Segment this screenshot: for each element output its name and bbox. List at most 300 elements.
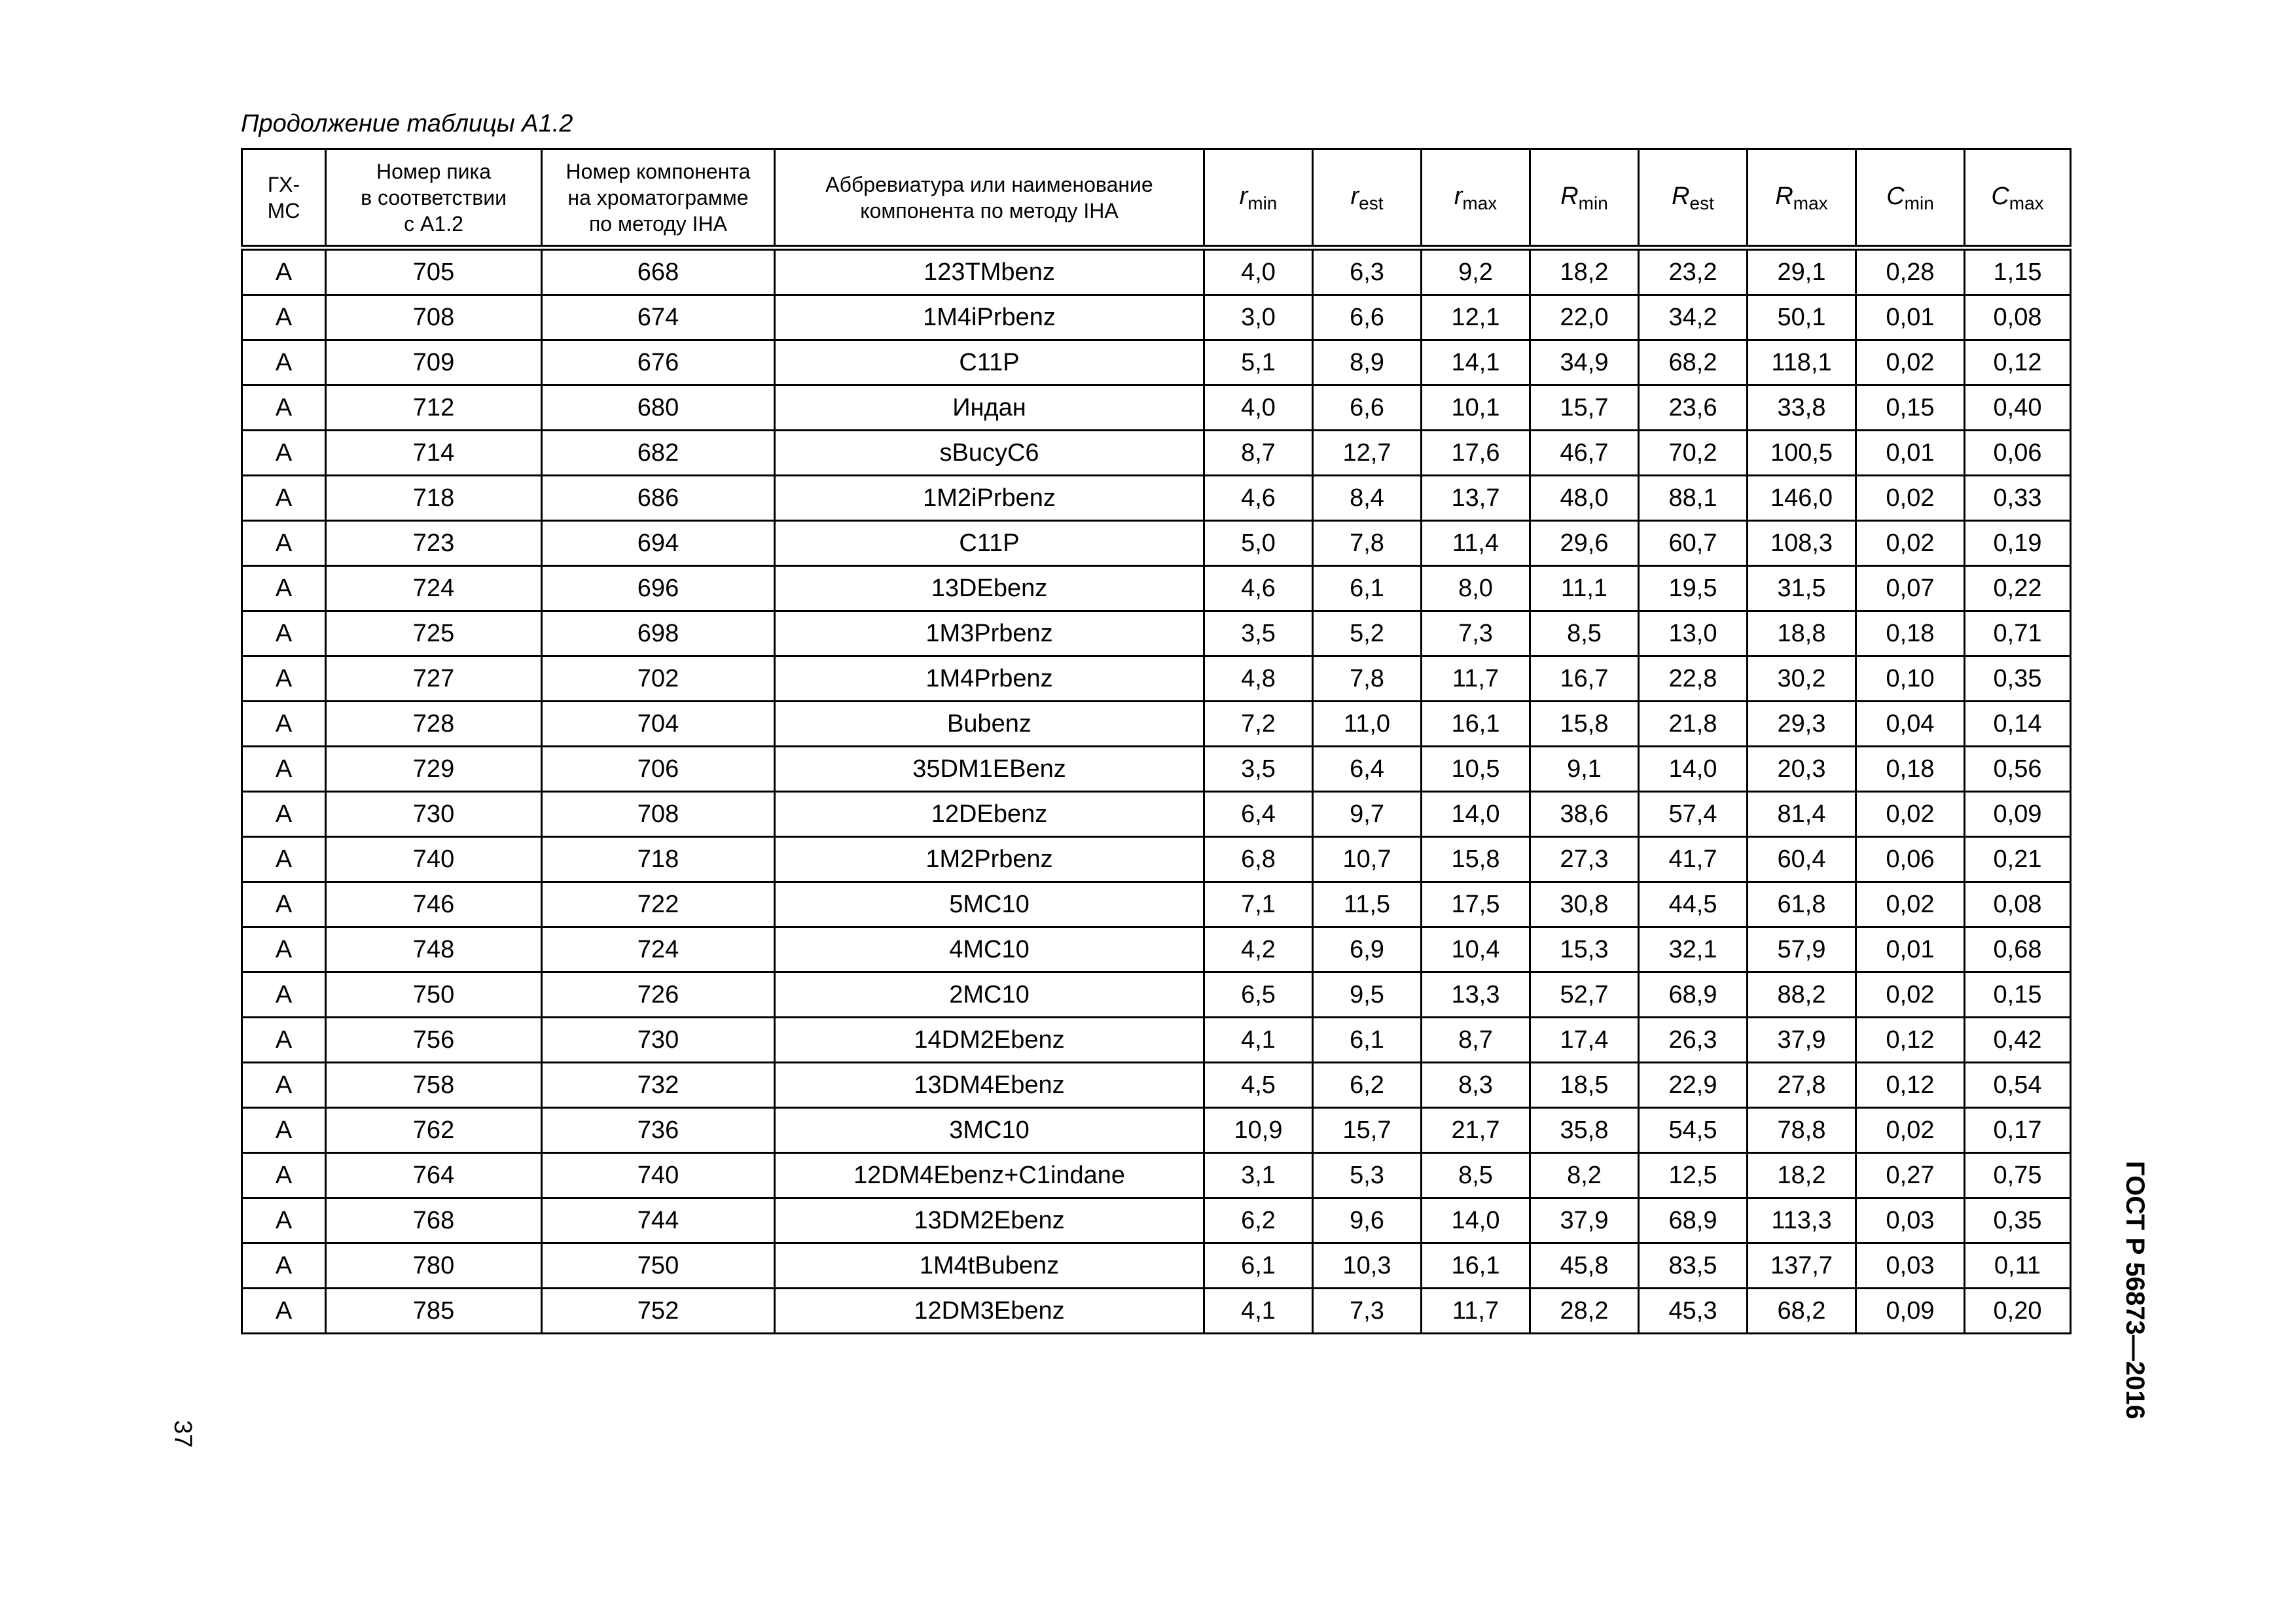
cell-r-est: 12,7	[1313, 431, 1422, 476]
cell-C-min: 0,02	[1856, 792, 1965, 837]
table-row	[242, 1153, 2071, 1198]
cell-component-name: 13DM4Ebenz	[775, 1063, 1204, 1108]
cell-C-min: 0,02	[1856, 476, 1965, 521]
cell-C-min: 0,01	[1856, 927, 1965, 972]
header-symbol: r	[1454, 183, 1463, 210]
header-peak-line: в соответствии	[361, 185, 507, 209]
cell-r-max: 9,2	[1422, 248, 1530, 295]
header-gxms-line: ГХ-	[267, 172, 300, 196]
cell-r-min: 4,1	[1204, 1289, 1313, 1334]
cell-gxms: А	[242, 1243, 326, 1289]
cell-R-est: 21,8	[1639, 702, 1748, 747]
cell-component-name: Индан	[775, 385, 1204, 431]
cell-peak-number: 712	[326, 385, 542, 431]
cell-r-min: 6,8	[1204, 837, 1313, 882]
cell-C-max: 0,42	[1965, 1018, 2071, 1063]
cell-gxms: А	[242, 521, 326, 566]
cell-gxms: А	[242, 1063, 326, 1108]
cell-C-max: 0,19	[1965, 521, 2071, 566]
cell-C-min: 0,12	[1856, 1063, 1965, 1108]
header-subscript: est	[1689, 193, 1714, 213]
cell-C-max: 0,33	[1965, 476, 2071, 521]
header-subscript: max	[2009, 193, 2044, 213]
cell-r-min: 4,6	[1204, 566, 1313, 611]
cell-R-est: 68,9	[1639, 1198, 1748, 1243]
cell-r-est: 5,3	[1313, 1153, 1422, 1198]
cell-C-min: 0,10	[1856, 656, 1965, 702]
cell-R-min: 38,6	[1530, 792, 1639, 837]
header-subscript: est	[1359, 193, 1384, 213]
table-row	[242, 656, 2071, 702]
cell-r-est: 7,8	[1313, 521, 1422, 566]
cell-C-max: 0,56	[1965, 747, 2071, 792]
header-symbol: R	[1560, 183, 1579, 210]
cell-R-max: 108,3	[1748, 521, 1856, 566]
cell-r-min: 5,1	[1204, 340, 1313, 385]
cell-peak-number: 705	[326, 248, 542, 295]
cell-C-min: 0,07	[1856, 566, 1965, 611]
cell-R-min: 48,0	[1530, 476, 1639, 521]
cell-component-number: 740	[542, 1153, 775, 1198]
cell-r-est: 11,0	[1313, 702, 1422, 747]
cell-R-max: 18,2	[1748, 1153, 1856, 1198]
cell-C-max: 0,15	[1965, 972, 2071, 1018]
cell-R-min: 15,7	[1530, 385, 1639, 431]
cell-r-est: 6,9	[1313, 927, 1422, 972]
cell-r-max: 17,5	[1422, 882, 1530, 927]
cell-r-est: 10,3	[1313, 1243, 1422, 1289]
cell-R-min: 15,3	[1530, 927, 1639, 972]
cell-C-min: 0,01	[1856, 295, 1965, 340]
cell-R-est: 57,4	[1639, 792, 1748, 837]
cell-component-name: 1M4iPrbenz	[775, 295, 1204, 340]
cell-R-est: 68,9	[1639, 972, 1748, 1018]
header-peak-number	[326, 149, 542, 248]
cell-R-min: 35,8	[1530, 1108, 1639, 1153]
data-table	[241, 148, 2072, 1334]
table-row	[242, 1243, 2071, 1289]
cell-r-max: 16,1	[1422, 1243, 1530, 1289]
cell-C-max: 0,35	[1965, 656, 2071, 702]
cell-component-number: 732	[542, 1063, 775, 1108]
table-row	[242, 1289, 2071, 1334]
cell-gxms: А	[242, 611, 326, 656]
cell-peak-number: 718	[326, 476, 542, 521]
cell-peak-number: 728	[326, 702, 542, 747]
cell-r-est: 8,4	[1313, 476, 1422, 521]
cell-component-name: 13DM2Ebenz	[775, 1198, 1204, 1243]
header-component-line: Номер компонента	[565, 159, 751, 183]
cell-R-max: 57,9	[1748, 927, 1856, 972]
cell-component-number: 736	[542, 1108, 775, 1153]
cell-r-est: 9,7	[1313, 792, 1422, 837]
cell-r-min: 3,5	[1204, 747, 1313, 792]
cell-R-max: 31,5	[1748, 566, 1856, 611]
header-subscript: min	[1578, 193, 1608, 213]
cell-C-min: 0,15	[1856, 385, 1965, 431]
cell-r-min: 3,1	[1204, 1153, 1313, 1198]
cell-C-min: 0,02	[1856, 1108, 1965, 1153]
cell-component-number: 730	[542, 1018, 775, 1063]
cell-gxms: А	[242, 431, 326, 476]
cell-peak-number: 748	[326, 927, 542, 972]
cell-r-est: 6,6	[1313, 295, 1422, 340]
cell-R-est: 23,2	[1639, 248, 1748, 295]
cell-C-min: 0,03	[1856, 1243, 1965, 1289]
cell-r-max: 11,4	[1422, 521, 1530, 566]
table-row	[242, 1018, 2071, 1063]
cell-R-est: 23,6	[1639, 385, 1748, 431]
cell-r-max: 10,1	[1422, 385, 1530, 431]
cell-r-est: 6,6	[1313, 385, 1422, 431]
cell-peak-number: 762	[326, 1108, 542, 1153]
cell-component-number: 752	[542, 1289, 775, 1334]
cell-R-min: 52,7	[1530, 972, 1639, 1018]
cell-r-est: 11,5	[1313, 882, 1422, 927]
cell-R-min: 9,1	[1530, 747, 1639, 792]
cell-R-min: 15,8	[1530, 702, 1639, 747]
cell-C-min: 0,04	[1856, 702, 1965, 747]
header-component-name	[775, 149, 1204, 248]
cell-peak-number: 724	[326, 566, 542, 611]
cell-component-name: 13DEbenz	[775, 566, 1204, 611]
header-symbol: r	[1350, 183, 1359, 210]
cell-R-min: 28,2	[1530, 1289, 1639, 1334]
cell-R-min: 8,5	[1530, 611, 1639, 656]
header-C-max	[1965, 149, 2071, 248]
cell-R-min: 37,9	[1530, 1198, 1639, 1243]
cell-R-est: 14,0	[1639, 747, 1748, 792]
cell-r-est: 6,3	[1313, 248, 1422, 295]
cell-gxms: А	[242, 295, 326, 340]
cell-component-number: 726	[542, 972, 775, 1018]
cell-r-min: 4,0	[1204, 248, 1313, 295]
cell-component-name: sBucyC6	[775, 431, 1204, 476]
cell-C-min: 0,02	[1856, 340, 1965, 385]
cell-component-name: 5MC10	[775, 882, 1204, 927]
cell-C-max: 0,09	[1965, 792, 2071, 837]
cell-R-min: 45,8	[1530, 1243, 1639, 1289]
table-row	[242, 792, 2071, 837]
header-symbol: C	[1886, 183, 1905, 210]
cell-r-min: 4,1	[1204, 1018, 1313, 1063]
table-row	[242, 1198, 2071, 1243]
cell-r-max: 11,7	[1422, 1289, 1530, 1334]
table-row	[242, 747, 2071, 792]
cell-R-est: 19,5	[1639, 566, 1748, 611]
cell-R-est: 34,2	[1639, 295, 1748, 340]
cell-component-number: 708	[542, 792, 775, 837]
cell-C-min: 0,01	[1856, 431, 1965, 476]
cell-r-max: 10,4	[1422, 927, 1530, 972]
cell-peak-number: 758	[326, 1063, 542, 1108]
cell-peak-number: 780	[326, 1243, 542, 1289]
header-name-line: компонента по методу IHA	[860, 198, 1119, 223]
header-r-max	[1422, 149, 1530, 248]
cell-R-min: 11,1	[1530, 566, 1639, 611]
cell-peak-number: 785	[326, 1289, 542, 1334]
header-subscript: min	[1904, 193, 1934, 213]
header-r-min	[1204, 149, 1313, 248]
cell-r-max: 15,8	[1422, 837, 1530, 882]
cell-C-min: 0,18	[1856, 747, 1965, 792]
header-symbol: r	[1239, 183, 1248, 210]
header-component-number	[542, 149, 775, 248]
cell-C-min: 0,02	[1856, 521, 1965, 566]
cell-gxms: А	[242, 248, 326, 295]
cell-component-name: 1M4tBubenz	[775, 1243, 1204, 1289]
cell-gxms: А	[242, 792, 326, 837]
cell-R-est: 32,1	[1639, 927, 1748, 972]
cell-R-min: 17,4	[1530, 1018, 1639, 1063]
cell-C-min: 0,09	[1856, 1289, 1965, 1334]
cell-component-name: 12DEbenz	[775, 792, 1204, 837]
cell-component-number: 696	[542, 566, 775, 611]
header-peak-line: Номер пика	[376, 159, 492, 183]
cell-r-max: 8,0	[1422, 566, 1530, 611]
cell-r-max: 12,1	[1422, 295, 1530, 340]
cell-C-max: 0,75	[1965, 1153, 2071, 1198]
cell-peak-number: 756	[326, 1018, 542, 1063]
cell-gxms: А	[242, 882, 326, 927]
cell-component-number: 702	[542, 656, 775, 702]
document-code: ГОСТ Р 56873—2016	[2121, 1161, 2149, 1419]
cell-component-number: 722	[542, 882, 775, 927]
cell-C-max: 0,08	[1965, 295, 2071, 340]
cell-R-max: 37,9	[1748, 1018, 1856, 1063]
table-row	[242, 566, 2071, 611]
cell-R-min: 34,9	[1530, 340, 1639, 385]
cell-r-min: 4,5	[1204, 1063, 1313, 1108]
cell-gxms: А	[242, 927, 326, 972]
cell-C-max: 0,20	[1965, 1289, 2071, 1334]
table-row	[242, 1108, 2071, 1153]
table-row	[242, 521, 2071, 566]
cell-component-number: 680	[542, 385, 775, 431]
cell-R-est: 26,3	[1639, 1018, 1748, 1063]
table-row	[242, 882, 2071, 927]
cell-peak-number: 740	[326, 837, 542, 882]
table-row	[242, 340, 2071, 385]
table-row	[242, 927, 2071, 972]
cell-R-est: 60,7	[1639, 521, 1748, 566]
header-R-min	[1530, 149, 1639, 248]
cell-C-max: 0,21	[1965, 837, 2071, 882]
cell-r-max: 8,5	[1422, 1153, 1530, 1198]
cell-r-min: 6,4	[1204, 792, 1313, 837]
table-row	[242, 385, 2071, 431]
cell-component-number: 676	[542, 340, 775, 385]
cell-gxms: А	[242, 702, 326, 747]
cell-r-max: 13,7	[1422, 476, 1530, 521]
cell-R-min: 16,7	[1530, 656, 1639, 702]
header-gxms	[242, 149, 326, 248]
cell-r-max: 11,7	[1422, 656, 1530, 702]
cell-r-est: 6,1	[1313, 1018, 1422, 1063]
cell-component-name: 3MC10	[775, 1108, 1204, 1153]
cell-peak-number: 727	[326, 656, 542, 702]
header-name-line: Аббревиатура или наименование	[825, 172, 1153, 196]
cell-C-max: 0,68	[1965, 927, 2071, 972]
table-row	[242, 702, 2071, 747]
header-C-min	[1856, 149, 1965, 248]
cell-peak-number: 708	[326, 295, 542, 340]
header-symbol: R	[1775, 183, 1793, 210]
cell-r-max: 16,1	[1422, 702, 1530, 747]
header-r-est	[1313, 149, 1422, 248]
cell-r-est: 8,9	[1313, 340, 1422, 385]
page-number: 37	[169, 1420, 196, 1448]
cell-R-est: 22,8	[1639, 656, 1748, 702]
cell-gxms: А	[242, 972, 326, 1018]
cell-R-max: 78,8	[1748, 1108, 1856, 1153]
cell-r-max: 17,6	[1422, 431, 1530, 476]
cell-component-name: 1M4Prbenz	[775, 656, 1204, 702]
cell-component-name: C11P	[775, 340, 1204, 385]
cell-r-min: 10,9	[1204, 1108, 1313, 1153]
cell-r-est: 6,1	[1313, 566, 1422, 611]
cell-gxms: А	[242, 476, 326, 521]
cell-gxms: А	[242, 656, 326, 702]
cell-R-max: 27,8	[1748, 1063, 1856, 1108]
header-symbol: R	[1672, 183, 1690, 210]
cell-r-est: 7,8	[1313, 656, 1422, 702]
cell-r-min: 4,0	[1204, 385, 1313, 431]
cell-r-min: 4,2	[1204, 927, 1313, 972]
cell-component-name: 1M2iPrbenz	[775, 476, 1204, 521]
cell-R-min: 18,2	[1530, 248, 1639, 295]
cell-R-max: 146,0	[1748, 476, 1856, 521]
cell-C-min: 0,12	[1856, 1018, 1965, 1063]
header-subscript: max	[1793, 193, 1828, 213]
cell-R-min: 29,6	[1530, 521, 1639, 566]
cell-gxms: А	[242, 340, 326, 385]
header-symbol: C	[1991, 183, 2009, 210]
cell-C-min: 0,27	[1856, 1153, 1965, 1198]
cell-peak-number: 768	[326, 1198, 542, 1243]
cell-C-max: 0,22	[1965, 566, 2071, 611]
cell-r-est: 15,7	[1313, 1108, 1422, 1153]
cell-gxms: А	[242, 1153, 326, 1198]
cell-r-max: 14,1	[1422, 340, 1530, 385]
cell-r-max: 8,3	[1422, 1063, 1530, 1108]
cell-R-max: 61,8	[1748, 882, 1856, 927]
table-row	[242, 248, 2071, 295]
cell-component-name: C11P	[775, 521, 1204, 566]
cell-R-min: 22,0	[1530, 295, 1639, 340]
cell-C-max: 0,54	[1965, 1063, 2071, 1108]
cell-R-min: 30,8	[1530, 882, 1639, 927]
cell-R-est: 44,5	[1639, 882, 1748, 927]
cell-C-min: 0,02	[1856, 972, 1965, 1018]
cell-C-max: 0,08	[1965, 882, 2071, 927]
cell-R-max: 60,4	[1748, 837, 1856, 882]
cell-r-est: 9,6	[1313, 1198, 1422, 1243]
cell-component-name: 35DM1EBenz	[775, 747, 1204, 792]
header-component-line: на хроматограмме	[567, 185, 749, 209]
cell-r-min: 7,1	[1204, 882, 1313, 927]
cell-R-max: 118,1	[1748, 340, 1856, 385]
cell-R-max: 88,2	[1748, 972, 1856, 1018]
cell-C-min: 0,02	[1856, 882, 1965, 927]
cell-r-est: 6,4	[1313, 747, 1422, 792]
cell-gxms: А	[242, 1289, 326, 1334]
cell-R-max: 20,3	[1748, 747, 1856, 792]
cell-R-est: 70,2	[1639, 431, 1748, 476]
cell-C-max: 0,06	[1965, 431, 2071, 476]
cell-R-est: 13,0	[1639, 611, 1748, 656]
table-caption: Продолжение таблицы А1.2	[241, 110, 573, 137]
cell-component-number: 704	[542, 702, 775, 747]
cell-R-min: 8,2	[1530, 1153, 1639, 1198]
cell-r-max: 8,7	[1422, 1018, 1530, 1063]
cell-R-est: 12,5	[1639, 1153, 1748, 1198]
table-row	[242, 431, 2071, 476]
cell-R-min: 18,5	[1530, 1063, 1639, 1108]
cell-R-max: 81,4	[1748, 792, 1856, 837]
cell-component-name: 1M3Prbenz	[775, 611, 1204, 656]
cell-r-max: 14,0	[1422, 1198, 1530, 1243]
cell-R-est: 68,2	[1639, 340, 1748, 385]
cell-component-name: 2MC10	[775, 972, 1204, 1018]
cell-R-max: 29,3	[1748, 702, 1856, 747]
header-subscript: max	[1462, 193, 1498, 213]
cell-r-est: 7,3	[1313, 1289, 1422, 1334]
cell-peak-number: 750	[326, 972, 542, 1018]
cell-peak-number: 764	[326, 1153, 542, 1198]
cell-peak-number: 723	[326, 521, 542, 566]
cell-r-max: 13,3	[1422, 972, 1530, 1018]
cell-peak-number: 714	[326, 431, 542, 476]
cell-r-min: 6,2	[1204, 1198, 1313, 1243]
cell-R-max: 68,2	[1748, 1289, 1856, 1334]
cell-R-max: 113,3	[1748, 1198, 1856, 1243]
table-row	[242, 1063, 2071, 1108]
cell-component-number: 686	[542, 476, 775, 521]
cell-C-max: 0,17	[1965, 1108, 2071, 1153]
cell-component-number: 750	[542, 1243, 775, 1289]
header-subscript: min	[1247, 193, 1278, 213]
table-row	[242, 611, 2071, 656]
cell-C-max: 0,71	[1965, 611, 2071, 656]
cell-R-max: 33,8	[1748, 385, 1856, 431]
cell-R-est: 45,3	[1639, 1289, 1748, 1334]
cell-peak-number: 725	[326, 611, 542, 656]
cell-component-number: 718	[542, 837, 775, 882]
table-row	[242, 476, 2071, 521]
cell-R-max: 18,8	[1748, 611, 1856, 656]
cell-gxms: А	[242, 1198, 326, 1243]
cell-R-est: 83,5	[1639, 1243, 1748, 1289]
cell-gxms: А	[242, 385, 326, 431]
cell-r-est: 10,7	[1313, 837, 1422, 882]
cell-C-max: 0,14	[1965, 702, 2071, 747]
cell-gxms: А	[242, 1018, 326, 1063]
cell-R-max: 30,2	[1748, 656, 1856, 702]
cell-peak-number: 746	[326, 882, 542, 927]
header-R-max	[1748, 149, 1856, 248]
cell-r-est: 9,5	[1313, 972, 1422, 1018]
header-gxms-line: МС	[267, 198, 300, 223]
cell-R-est: 41,7	[1639, 837, 1748, 882]
cell-component-name: 1M2Prbenz	[775, 837, 1204, 882]
cell-peak-number: 730	[326, 792, 542, 837]
table-body	[242, 248, 2071, 1334]
table-row	[242, 972, 2071, 1018]
cell-r-max: 14,0	[1422, 792, 1530, 837]
cell-gxms: А	[242, 837, 326, 882]
cell-peak-number: 709	[326, 340, 542, 385]
